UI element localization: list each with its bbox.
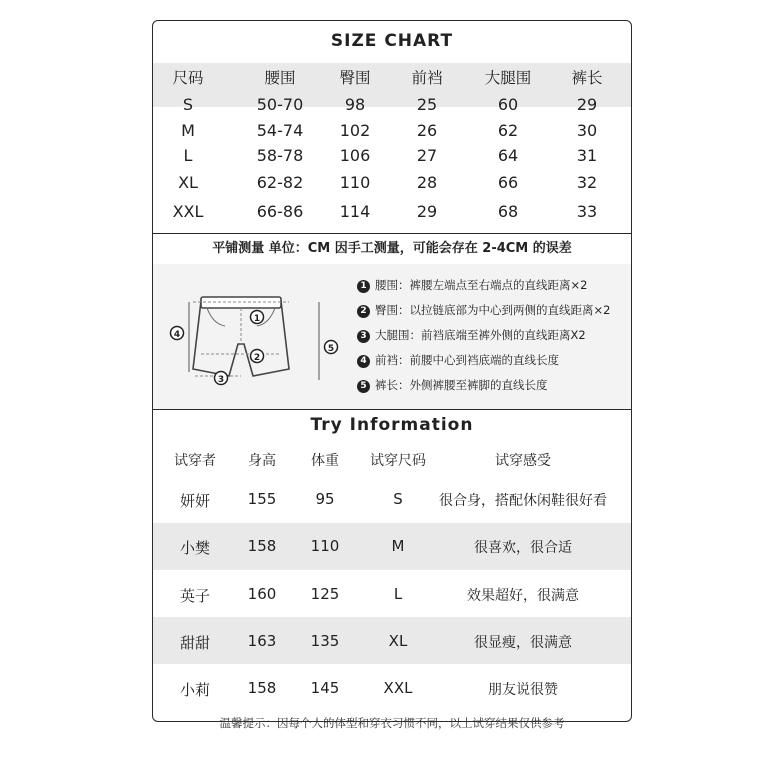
size-value-cell: 27: [416, 146, 438, 165]
size-header-cell: 臀围: [339, 69, 371, 87]
size-value-cell: 110: [339, 173, 371, 192]
try-cell: 很显瘦，很满意: [474, 635, 572, 651]
try-header-cell: 试穿尺码: [370, 453, 426, 469]
try-header-cell: 试穿者: [174, 453, 216, 469]
size-header-cell: 前裆: [411, 69, 443, 87]
legend-number: 2: [357, 305, 370, 318]
legend-item: [357, 277, 587, 293]
size-value-cell: 60: [497, 95, 519, 114]
try-header-cell: 体重: [311, 453, 339, 469]
legend-text: 前裆：前腰中心到裆底端的直线长度: [375, 353, 559, 367]
size-value-cell: 102: [339, 121, 371, 140]
left-pocket: [207, 308, 225, 326]
size-value-cell: 64: [497, 146, 519, 165]
try-cell: S: [393, 490, 403, 508]
try-cell: 145: [310, 679, 340, 697]
size-value-cell: 62: [497, 121, 519, 140]
legend-text: 大腿围：前裆底端至裤外侧的直线距离X2: [375, 328, 586, 342]
size-value-cell: 98: [344, 95, 366, 114]
size-label-cell: S: [182, 95, 194, 114]
size-label-cell: XXL: [172, 202, 204, 221]
legend-number: 1: [357, 280, 370, 293]
size-value-cell: 29: [576, 95, 598, 114]
size-label-cell: XL: [178, 173, 198, 192]
svg-text:1: 1: [253, 314, 261, 324]
try-cell: 158: [247, 679, 277, 697]
legend-item: [357, 327, 586, 343]
marker-2: [251, 350, 264, 364]
size-label-cell: L: [183, 146, 193, 165]
legend-number: 5: [357, 380, 370, 393]
measurement-diagram: [153, 264, 631, 410]
try-cell: M: [391, 537, 405, 555]
try-header-cell: 试穿感受: [495, 453, 551, 469]
svg-text:2: 2: [253, 353, 261, 363]
size-value-cell: 114: [339, 202, 371, 221]
size-value-cell: 33: [576, 202, 598, 221]
size-value-cell: 28: [416, 173, 438, 192]
try-cell: 英子: [179, 587, 211, 605]
try-cell: 163: [247, 632, 277, 650]
size-value-cell: 54-74: [256, 121, 304, 140]
measurement-note: 平铺测量 单位：CM 因手工测量，可能会存在 2-4CM 的误差: [153, 233, 631, 265]
svg-text:4: 4: [173, 330, 181, 340]
size-header-cell: 腰围: [264, 69, 296, 87]
try-info-title: Try Information: [310, 415, 474, 435]
size-label-cell: M: [181, 121, 195, 140]
legend-text: 腰围：裤腰左端点至右端点的直线距离×2: [375, 278, 588, 292]
size-value-cell: 50-70: [256, 95, 304, 114]
size-chart-title: SIZE CHART: [330, 31, 454, 51]
legend-number: 4: [357, 355, 370, 368]
marker-1: [251, 311, 264, 325]
size-value-cell: 66: [497, 173, 519, 192]
marker-4: [171, 327, 184, 341]
legend-item: [357, 377, 548, 393]
size-value-cell: 66-86: [256, 202, 304, 221]
try-cell: 160: [247, 585, 277, 603]
marker-3: [215, 372, 228, 386]
try-cell: 135: [310, 632, 340, 650]
try-cell: 158: [247, 537, 277, 555]
try-cell: 很合身，搭配休闲鞋很好看: [439, 493, 607, 509]
try-cell: 很喜欢，很合适: [474, 540, 572, 556]
try-cell: XXL: [383, 679, 413, 697]
legend-text: 裤长：外侧裤腰至裤脚的直线长度: [375, 378, 548, 392]
size-header-cell: 尺码: [172, 69, 204, 87]
size-value-cell: 25: [416, 95, 438, 114]
legend-item: [357, 352, 559, 368]
try-cell: L: [393, 585, 403, 603]
footer-note: 温馨提示：因每个人的体型和穿衣习惯不同，以上试穿结果仅供参考: [219, 716, 565, 730]
try-cell: 小莉: [179, 681, 211, 699]
size-value-cell: 32: [576, 173, 598, 192]
size-value-cell: 68: [497, 202, 519, 221]
try-cell: 125: [310, 585, 340, 603]
try-cell: 妍妍: [179, 492, 211, 510]
marker-5: [325, 341, 338, 355]
svg-text:3: 3: [217, 375, 225, 385]
try-cell: 朋友说很赞: [488, 682, 558, 698]
size-chart-card: [152, 20, 632, 730]
size-value-cell: 31: [576, 146, 598, 165]
shorts-illustration: [153, 264, 353, 409]
size-value-cell: 29: [416, 202, 438, 221]
size-value-cell: 106: [339, 146, 371, 165]
size-value-cell: 30: [576, 121, 598, 140]
try-header-cell: 身高: [248, 453, 276, 469]
try-cell: 效果超好，很满意: [467, 588, 579, 604]
try-cell: 小樊: [179, 539, 211, 557]
size-header-cell: 裤长: [571, 69, 603, 87]
size-header-cell: 大腿围: [484, 69, 532, 87]
try-cell: 155: [247, 490, 277, 508]
try-cell: 95: [315, 490, 335, 508]
legend-number: 3: [357, 330, 370, 343]
size-chart-header-row: [153, 63, 631, 107]
svg-text:5: 5: [327, 344, 335, 354]
try-cell: XL: [388, 632, 408, 650]
try-cell: 110: [310, 537, 340, 555]
try-cell: 甜甜: [179, 634, 211, 652]
legend-text: 臀围：以拉链底部为中心到两侧的直线距离×2: [375, 303, 611, 317]
legend-item: [357, 302, 610, 318]
size-value-cell: 62-82: [256, 173, 304, 192]
size-value-cell: 26: [416, 121, 438, 140]
size-value-cell: 58-78: [256, 146, 304, 165]
